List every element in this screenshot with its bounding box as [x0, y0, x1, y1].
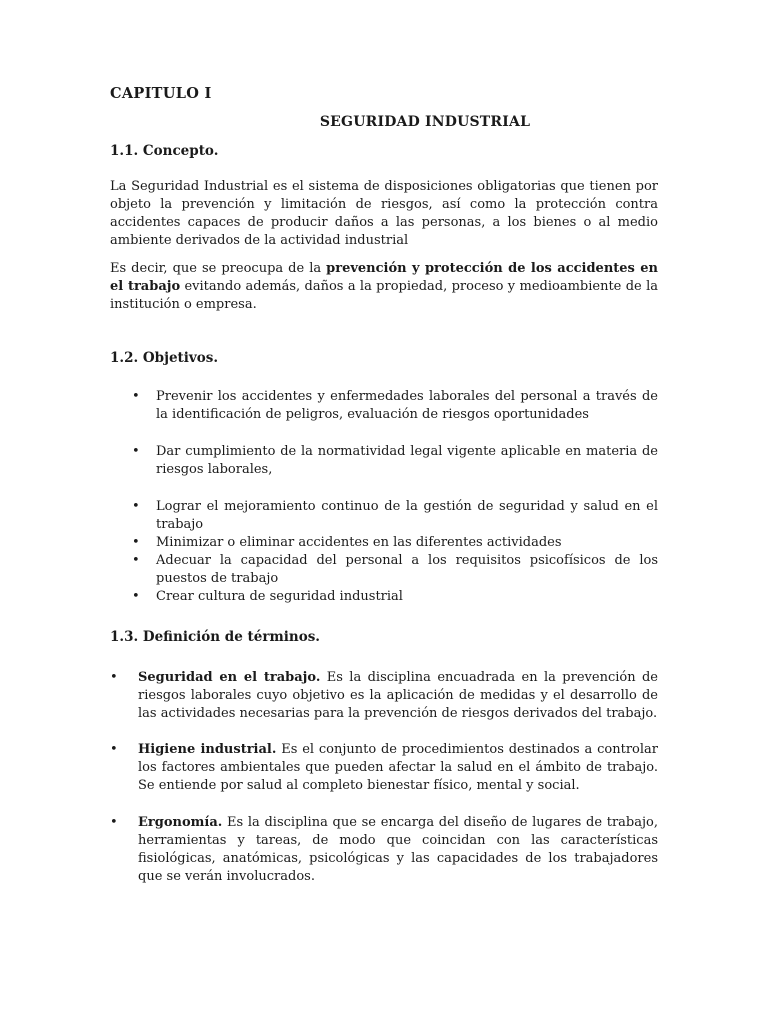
- definition-ergonomia: [110, 814, 658, 886]
- bullet-icon: •: [132, 535, 140, 550]
- definition-text: Es la disciplina encuadrada en la prevención de riesgos laborales cuyo objetivo es la aplicación de medidas y el desarrollo de las actividades necesarias para la prevención de riesgos derivados del trabajo.: [138, 670, 658, 721]
- concepto-paragraph-2-end: evitando además, daños a la propiedad, proceso y medioambiente de la institución o empresa.: [110, 279, 658, 312]
- concepto-paragraph-2: [110, 260, 658, 314]
- definition-text: Es el conjunto de procedimientos destinados a controlar los factores ambientales que pueden afectar la salud en el ámbito de trabajo. Se entiende por salud al completo bienestar físico, mental y social.: [138, 742, 658, 793]
- list-item: [110, 534, 658, 552]
- bullet-icon: •: [110, 670, 118, 685]
- section-heading-concepto: 1.1. Concepto.: [110, 143, 219, 159]
- objective-text: Adecuar la capacidad del personal a los requisitos psicofísicos de los puestos de trabajo: [156, 553, 658, 586]
- concepto-paragraph-2-start: Es decir, que se preocupa de la: [110, 261, 327, 276]
- definition-term: Seguridad en el trabajo.: [138, 670, 321, 685]
- definition-term: Higiene industrial.: [138, 742, 277, 757]
- concepto-paragraph-1: La Seguridad Industrial es el sistema de disposiciones obligatorias que tienen por objeto la prevención y limitación de riesgos, así como la protección contra accidentes capaces de producir daños a las personas, a los bienes o al medio ambiente derivados de la actividad industrial: [110, 179, 658, 248]
- bullet-icon: •: [110, 815, 118, 830]
- objective-text: Prevenir los accidentes y enfermedades laborales del personal a través de la identificación de peligros, evaluación de riesgos oportunidades: [156, 389, 658, 422]
- list-spacer: [110, 479, 658, 498]
- objective-text: Lograr el mejoramiento continuo de la gestión de seguridad y salud en el trabajo: [156, 499, 658, 532]
- list-item: [110, 443, 658, 479]
- objective-text: Dar cumplimiento de la normatividad legal vigente aplicable en materia de riesgos laborales,: [156, 444, 658, 477]
- definition-higiene: [110, 741, 658, 795]
- bullet-icon: •: [132, 589, 140, 604]
- bullet-icon: •: [132, 499, 140, 514]
- section-heading-objetivos: 1.2. Objetivos.: [110, 350, 219, 366]
- list-item: [110, 552, 658, 588]
- list-item: [110, 388, 658, 424]
- objectives-list: [110, 388, 658, 606]
- definition-term: Ergonomía.: [138, 815, 223, 830]
- definition-seguridad: [110, 669, 658, 723]
- objective-text: Minimizar o eliminar accidentes en las diferentes actividades: [156, 535, 562, 550]
- definition-text: Es la disciplina que se encarga del diseño de lugares de trabajo, herramientas y tareas, de modo que coincidan con las características fisiológicas, anatómicas, psicológicas y las capacidades de los trabajadores que se verán involucrados.: [138, 815, 658, 884]
- bullet-icon: •: [110, 742, 118, 757]
- objective-text: Crear cultura de seguridad industrial: [156, 589, 403, 604]
- list-item: [110, 498, 658, 534]
- list-item: [110, 588, 658, 606]
- list-spacer: [110, 424, 658, 443]
- bullet-icon: •: [132, 553, 140, 568]
- section-heading-definiciones: 1.3. Definición de términos.: [110, 629, 321, 645]
- document-title: SEGURIDAD INDUSTRIAL: [319, 114, 531, 130]
- chapter-label: CAPITULO I: [110, 85, 212, 102]
- bullet-icon: •: [132, 444, 140, 459]
- concepto-paragraph-2-bold: prevención y protección de los accidentes en el trabajo: [110, 261, 659, 294]
- bullet-icon: •: [132, 389, 140, 404]
